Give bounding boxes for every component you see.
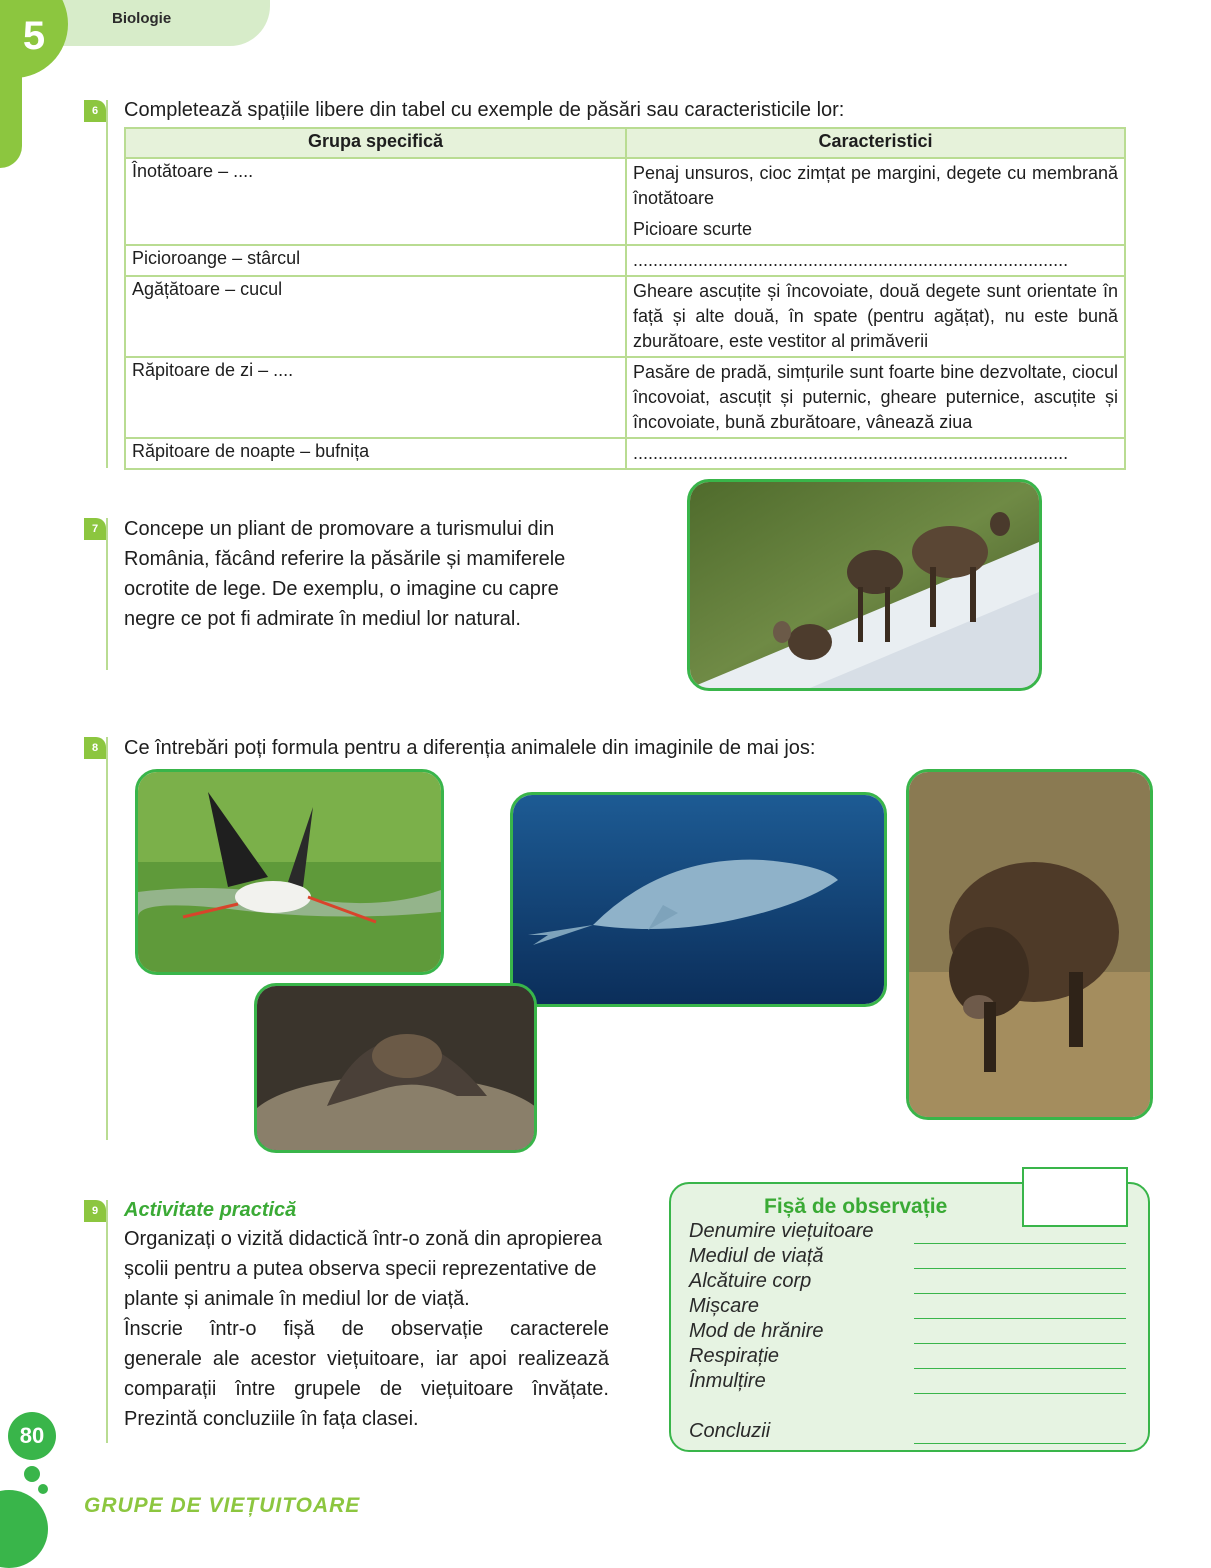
sheet-field-label: Respirație — [689, 1345, 780, 1367]
bat-illustration — [257, 986, 534, 1150]
boar-illustration — [909, 772, 1150, 1117]
sheet-field-label: Alcătuire corp — [689, 1270, 812, 1292]
exercise-9-title: Activitate practică — [124, 1199, 297, 1221]
exercise-9-line: Organizați o vizită didactică într-o zonă din apropierea — [124, 1228, 603, 1250]
exercise-6-number: 6 — [84, 100, 106, 122]
sheet-field-line — [914, 1243, 1126, 1244]
subject-title: Biologie — [112, 10, 172, 27]
exercise-9-line: generale ale acestor viețuitoare, iar apoi realizează — [124, 1348, 609, 1370]
exercise-9-text — [124, 1224, 609, 1434]
birds-table — [124, 127, 1126, 470]
cell-features — [626, 158, 1125, 245]
decor-dot — [24, 1466, 40, 1482]
sheet-field-label: Mișcare — [689, 1295, 760, 1317]
sheet-field-line — [914, 1393, 1126, 1394]
table-row — [125, 357, 1125, 438]
sheet-conclusion-line — [914, 1443, 1126, 1444]
table-row — [125, 245, 1125, 276]
stork-photo — [135, 769, 444, 975]
whale-photo — [510, 792, 887, 1007]
cell-features: Pasăre de pradă, simțurile sunt foarte bine dezvoltate, ciocul încovoiat, ascuțit și puternic, gheare puternice, ascuțite și încovoiate, bună zburătoare, vânează ziua — [626, 357, 1125, 438]
exercise-9-line: Prezintă concluziile în fața clasei. — [124, 1408, 419, 1430]
sheet-field-label: Mediul de viață — [689, 1245, 824, 1267]
exercise-6-prompt: Completează spațiile libere din tabel cu exemple de păsări sau caracteristicile lor: — [124, 99, 845, 121]
boar-photo — [906, 769, 1153, 1120]
chamois-photo — [687, 479, 1042, 691]
exercise-7-rule — [106, 518, 108, 670]
exercise-8-number: 8 — [84, 737, 106, 759]
table-row — [125, 276, 1125, 357]
features-text: Penaj unsuros, cioc zimțat pe margini, degete cu membrană înotătoare — [633, 163, 1118, 208]
header-features: Caracteristici — [626, 128, 1125, 158]
whale-illustration — [513, 795, 884, 1004]
bat-photo — [254, 983, 537, 1153]
cell-group: Răpitoare de zi – .... — [125, 357, 626, 438]
cell-group: Agățătoare – cucul — [125, 276, 626, 357]
cell-group: Răpitoare de noapte – bufnița — [125, 438, 626, 469]
exercise-7-line: România, făcând referire la păsările și mamiferele — [124, 548, 566, 570]
sheet-tab-box — [1022, 1167, 1128, 1227]
exercise-8-rule — [106, 737, 108, 1140]
table-header-row — [125, 128, 1125, 158]
sheet-field-line — [914, 1343, 1126, 1344]
exercise-7-line: Concepe un pliant de promovare a turismului din — [124, 518, 555, 540]
exercise-9-rule — [106, 1200, 108, 1443]
decor-dot — [0, 1490, 48, 1568]
page-number: 80 — [8, 1412, 56, 1460]
chapter-number: 5 — [22, 14, 46, 58]
table-row — [125, 438, 1125, 469]
sheet-field-line — [914, 1368, 1126, 1369]
exercise-9-line: comparații între grupele de viețuitoare învățate. — [124, 1378, 609, 1400]
exercise-9-line: Înscrie într-o fișă de observație caracterele — [124, 1318, 609, 1340]
sheet-field-line — [914, 1293, 1126, 1294]
chamois-illustration — [690, 482, 1039, 688]
exercise-9-line: plante și animale în mediul lor de viață. — [124, 1288, 470, 1310]
sheet-field-label: Înmulțire — [689, 1370, 766, 1392]
cell-group: Picioroange – stârcul — [125, 245, 626, 276]
sheet-field-label: Denumire viețuitoare — [689, 1220, 874, 1242]
footer-chapter-title: GRUPE DE VIEȚUITOARE — [84, 1494, 361, 1517]
exercise-7-line: negre ce pot fi admirate în mediul lor natural. — [124, 608, 521, 630]
cell-features-blank: ....................................................................................... — [626, 245, 1125, 276]
exercise-9-line: școlii pentru a putea observa specii reprezentative de — [124, 1258, 597, 1280]
table-row — [125, 158, 1125, 245]
sheet-field-label: Mod de hrănire — [689, 1320, 824, 1342]
exercise-9-number: 9 — [84, 1200, 106, 1222]
cell-features: Gheare ascuțite și încovoiate, două degete sunt orientate în față și alte două, în spate (pentru agățat), nu este bună zburătoare, este vestitor al primăverii — [626, 276, 1125, 357]
exercise-7-text — [124, 514, 565, 634]
exercise-7-line: ocrotite de lege. De exemplu, o imagine cu capre — [124, 578, 559, 600]
exercise-6-rule — [106, 100, 108, 468]
sheet-field-line — [914, 1318, 1126, 1319]
sheet-title: Fișă de observație — [764, 1195, 948, 1218]
sheet-field-line — [914, 1268, 1126, 1269]
decor-dot — [38, 1484, 48, 1494]
cell-features-blank: ....................................................................................... — [626, 438, 1125, 469]
exercise-7-number: 7 — [84, 518, 106, 540]
exercise-8-prompt: Ce întrebări poți formula pentru a diferenția animalele din imaginile de mai jos: — [124, 737, 816, 759]
features-text-2: Picioare scurte — [633, 219, 753, 239]
cell-group: Înotătoare – .... — [125, 158, 626, 245]
stork-illustration — [138, 772, 441, 972]
sheet-conclusion-label: Concluzii — [689, 1420, 771, 1442]
header-group: Grupa specifică — [125, 128, 626, 158]
